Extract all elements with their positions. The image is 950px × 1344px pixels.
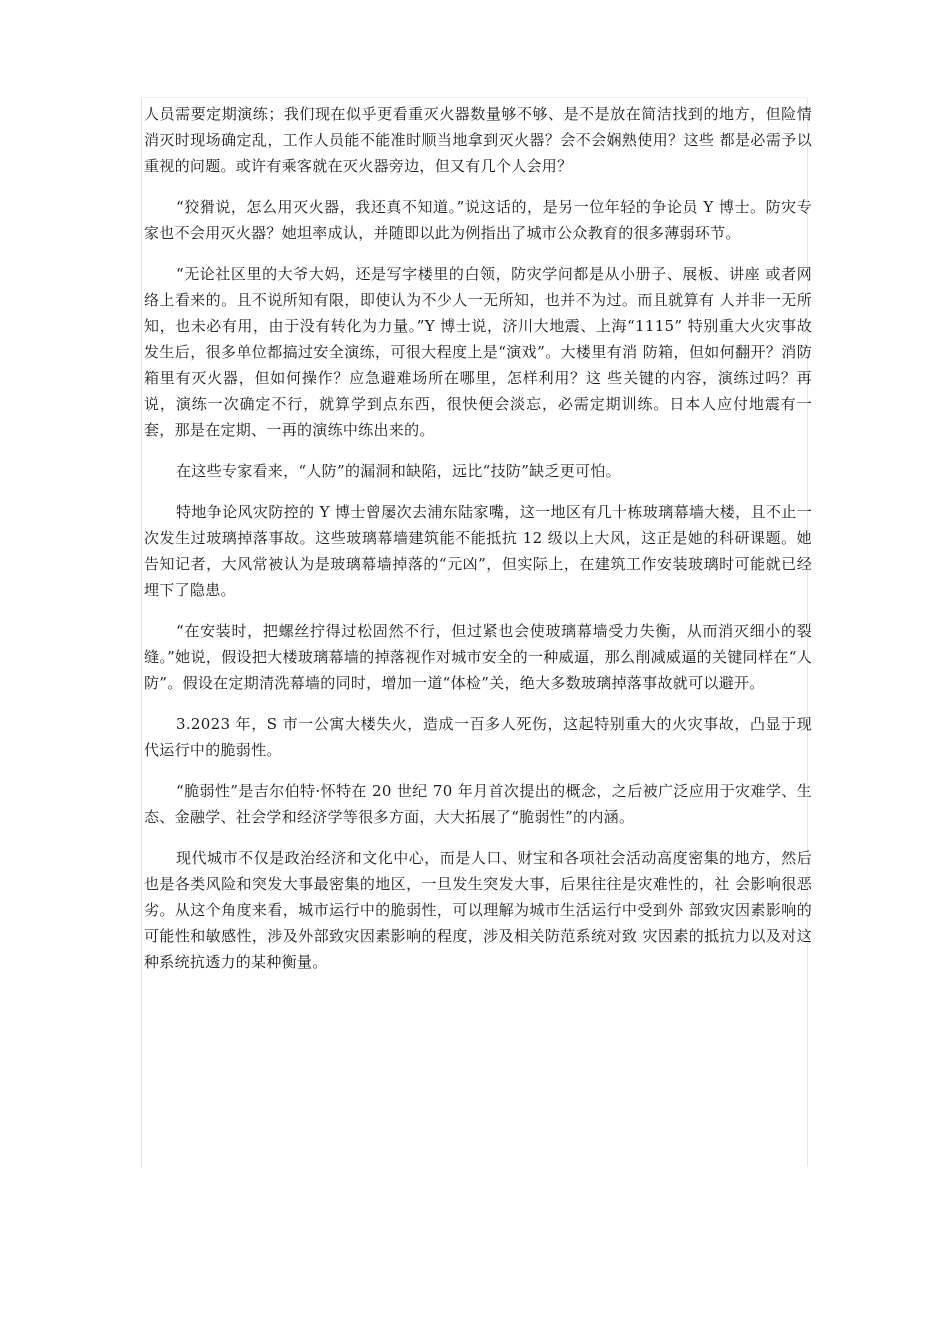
paragraph-4: 在这些专家看来，“人防”的漏洞和缺陷，远比“技防”缺乏更可怕。 — [176, 462, 621, 480]
document-body — [144, 101, 812, 990]
paragraph-2: “狡猾说，怎么用灭火器，我还真不知道。”说这话的，是另一位年轻的争论员 Y 博士。防灾专家也不会用灭火器？她坦率成认，并随即以此为例指出了城市公众教育的很多薄弱环节。 — [144, 198, 812, 242]
paragraph-1: 人员需要定期演练；我们现在似乎更看重灭火器数量够不够、是不是放在简洁找到的地方，但险情消灭时现场确定乱，工作人员能不能准时顺当地拿到灭火器？会不会娴熟使用？这些 都是必需予以重视的问题。或许有乘客就在灭火器旁边，但又有几个人会用？ — [144, 105, 812, 175]
paragraph-5: 特地争论风灾防控的 Y 博士曾屡次去浦东陆家嘴，这一地区有几十栋玻璃幕墙大楼，且不止一次发生过玻璃掉落事故。这些玻璃幕墙建筑能不能抵抗 12 级以上大风，这正是她的科研课题。她告知记者，大风常被认为是玻璃幕墙掉落的“元凶”，但实际上，在建筑工作安装玻璃时可能就已经埋下了隐患。 — [144, 503, 812, 599]
paragraph-8: “脆弱性”是吉尔伯特·怀特在 20 世纪 70 年月首次提出的概念，之后被广泛应用于灾难学、生态、金融学、社会学和经济学等很多方面，大大拓展了“脆弱性”的内涵。 — [144, 782, 812, 826]
paragraph-9: 现代城市不仅是政治经济和文化中心，而是人口、财宝和各项社会活动高度密集的地方，然后也是各类风险和突发大事最密集的地区，一旦发生突发大事，后果往往是灾难性的，社 会影响很恶劣。从这个角度来看，城市运行中的脆弱性，可以理解为城市生活运行中受到外 部致灾因素影响的可能性和敏感性，涉及外部致灾因素影响的程度，涉及相关防范系统对致 灾因素的抵抗力以及对这种系统抗透力的某种衡量。 — [144, 849, 812, 971]
paragraph-6: “在安装时，把螺丝拧得过松固然不行，但过紧也会使玻璃幕墙受力失衡，从而消灭细小的裂缝。”她说，假设把大楼玻璃幕墙的掉落视作对城市安全的一种威逼，那么削减威逼的关键同样在“人防”。假设在定期清洗幕墙的同时，增加一道“体检”关，绝大多数玻璃掉落事故就可以避开。 — [144, 622, 812, 692]
paragraph-3: “无论社区里的大爷大妈，还是写字楼里的白领，防灾学问都是从小册子、展板、讲座 或者网络上看来的。且不说所知有限，即使认为不少人一无所知，也并不为过。而且就算有 人并非一无所知，也未必有用，由于没有转化为力量。”Y 博士说，济川大地震、上海“1115” 特别重大火灾事故发生后，很多单位都搞过安全演练，可很大程度上是“演戏”。大楼里有消 防箱，但如何翻开？消防箱里有灭火器，但如何操作？应急避难场所在哪里，怎样利用？这 些关键的内容，演练过吗？再说，演练一次确定不行，就算学到点东西，很快便会淡忘，必需定期训练。日本人应付地震有一套，那是在定期、一再的演练中练出来的。 — [144, 265, 812, 439]
paragraph-7: 3.2023 年，S 市一公寓大楼失火，造成一百多人死伤，这起特别重大的火灾事故，凸显于现代运行中的脆弱性。 — [144, 715, 812, 759]
